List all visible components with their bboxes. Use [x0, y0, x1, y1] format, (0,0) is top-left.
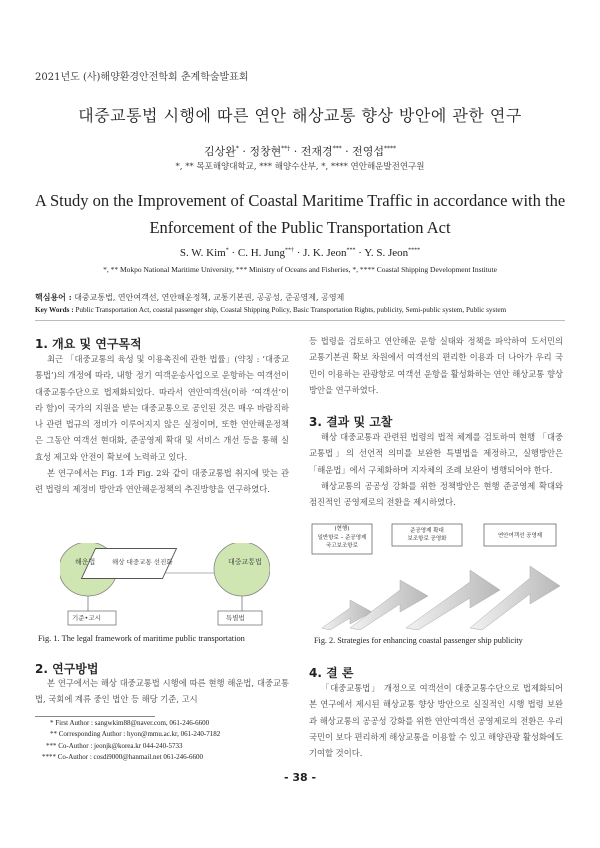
section-3-body: 해상 대중교통과 관련된 법령의 법적 체계를 검토하여 현행 「대중교통법」의 선언적 의미를 보완한 특별법을 제정하고, 실행방안은 「해운법」에서 구체화하며 지자체의 조례 보완이 병행되어야 한다. 해상교통의 공공성 강화를 위한 정책방안은 현행 준공영제 확대와 점진적인 공영제로의 전환을 제시하였다.: [309, 432, 563, 508]
footnotes: * First Author : sangwkim88@naver.com, 061-246-6600 ** Corresponding Author : hyon@mmu.ac.kr, 061-240-7182 *** Co-Author : jeonjk@korea.kr 044-240-5733 **** Co-Author : cosdi9000@hanmail.net 061-246-6600: [42, 719, 221, 761]
figure-1-box-left-label: 기준•고시: [72, 614, 101, 622]
keywords-korean: 핵심용어 : 대중교통법, 연안여객선, 연안해운정책, 교통기본권, 공공성, 준공영제, 공영제: [35, 292, 345, 302]
authors-korean: 김상완* · 정창현**† · 전재경*** · 전영섭****: [203, 145, 397, 158]
divider: [35, 320, 565, 321]
right-column-continuation: 등 법령을 검토하고 연안해운 운항 실태와 정책을 파악하여 도서민의 교통기본권 확보 차원에서 여객선의 편리한 이용과 더 나아가 우리 국민이 이용하는 관광항로 여객선 운항을 활성화하는 연안 해상교통 향상 방안을 연구하였다.: [309, 336, 563, 395]
footnote-divider: [35, 716, 155, 717]
affiliations-english: *, ** Mokpo National Maritime University, *** Ministry of Oceans and Fisheries, *, **** Coastal Shipping Development Institute: [103, 265, 497, 274]
conference-header: 2021년도 (사)해양환경안전학회 춘계학술발표회: [35, 72, 249, 83]
section-3-heading: 3. 결과 및 고찰: [309, 415, 393, 429]
figure-1-right-circle: [214, 543, 270, 596]
title-korean: 대중교통법 시행에 따른 연안 해상교통 향상 방안에 관한 연구: [78, 106, 522, 125]
section-4-heading: 4. 결 론: [309, 666, 354, 680]
figure-1-left-label: 해운법: [75, 558, 96, 566]
section-1-heading: 1. 개요 및 연구목적: [35, 337, 142, 351]
figure-2-box-3-text: 연안여객선 공영제: [497, 533, 543, 539]
figure-2-box-1-text: (현행) 일반항로 – 준공영제 국고보조항로: [317, 526, 367, 549]
affiliations-korean: *, ** 목포해양대학교, *** 해양수산부, *, **** 연안해운발전연구원: [175, 162, 425, 172]
title-english: A Study on the Improvement of Coastal Maritime Traffic in accordance with the Enforcement of the Public Transportation Act: [34, 191, 566, 237]
figure-1-box-right-label: 특별법: [226, 614, 245, 622]
figure-1-middle-label: 해상 대중교통 선진화: [112, 558, 173, 566]
figure-2-diagram: [310, 520, 562, 630]
keywords-english: Key Words : Public Transportation Act, coastal passenger ship, Coastal Shipping Policy, Basic Transportation Rights, publicity, Semi-public system, Public system: [35, 306, 507, 314]
figure-1-right-label: 대중교통법: [228, 558, 262, 566]
section-2-heading: 2. 연구방법: [35, 662, 99, 676]
figure-1-caption: Fig. 1. The legal framework of maritime public transportation: [38, 634, 245, 643]
figure-1-diagram: [60, 543, 270, 628]
section-1-body: 최근 「대중교통의 육성 및 이용촉진에 관한 법률」(약칭 : ‘대중교통법’)의 개정에 따라, 내항 정기 여객운송사업으로 운항하는 여객선이 대중교통수단으로 법제화되었다. 따라서 연안여객선(이하 ‘여객선’이라 함)이 국가의 지원을 받는 대중교통으로 공인된 것은 매우 바람직하나 관련 법규의 정비가 이루어지지 않은 실정이며, 또한 연안해운정책은 그동안 여객선 현대화, 준공영제 확대 및 서비스 개선 등을 통해 실효성 제고와 안전이 확보에 노력하고 있다. 본 연구에서는 Fig. 1과 Fig. 2와 같이 대중교통법 취지에 맞는 관련 법령의 제정비 방안과 연안해운정책의 추진방향을 연구하였다.: [35, 354, 289, 495]
figure-2-box-2-text: 준공영제 확대 보조항로 공영화: [407, 528, 447, 542]
figure-2-caption: Fig. 2. Strategies for enhancing coastal passenger ship publicity: [314, 636, 523, 645]
section-4-body: 「대중교통법」 개정으로 여객선이 대중교통수단으로 법제화되어 본 연구에서 제시된 해상교통 향상 방안으로 실질적인 시행 법령 보완과 해상교통의 공공성 강화를 위한 연안여객선 공영제로의 전환은 우리 국민이 보다 편리하게 해상교통을 이용할 수 있고 해양관광 활성화에도 기여할 것이다.: [309, 683, 563, 759]
page-number: - 38 -: [283, 771, 317, 784]
section-2-body: 본 연구에서는 해상 대중교통법 시행에 따른 현행 해운법, 대중교통법, 국회에 계류 중인 법안 등 해당 기준, 고시: [35, 678, 289, 705]
authors-english: S. W. Kim* · C. H. Jung**† · J. K. Jeon*** · Y. S. Jeon****: [179, 247, 421, 259]
